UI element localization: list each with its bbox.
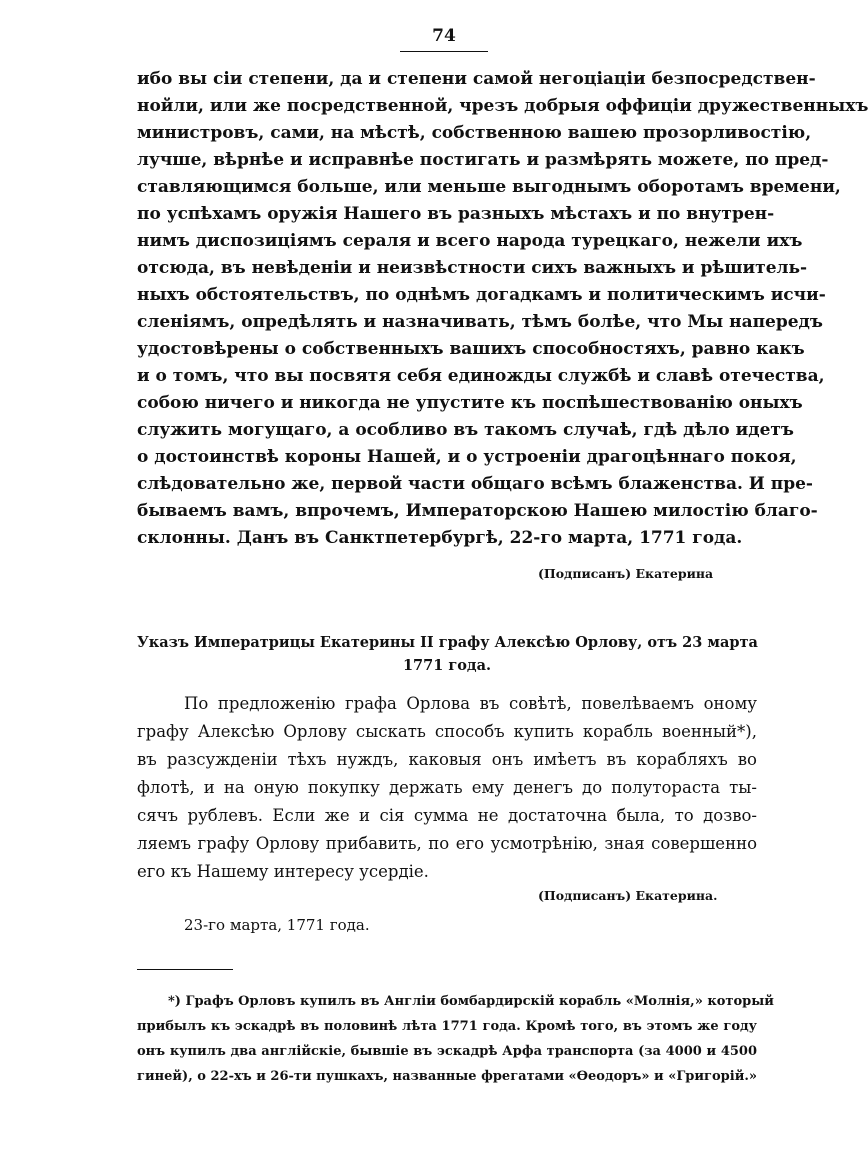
decree-line: сячъ рублевъ. Если же и сiя сумма не достаточна была, то дозво-	[137, 806, 757, 825]
letter-line: слѣдовательно же, первой части общаго всѣмъ блаженства. И пре-	[137, 474, 813, 494]
footnote-line: *) Графъ Орловъ купилъ въ Англiи бомбардирскiй корабль «Молнiя,» который	[168, 994, 774, 1009]
letter-line: ставляющимся больше, или меньше выгоднымъ оборотамъ времени,	[137, 177, 841, 197]
letter-line: и о томъ, что вы посвятя себя единожды службѣ и славѣ отечества,	[137, 366, 825, 386]
decree-line: его къ Нашему интересу усердiе.	[137, 862, 429, 881]
letter-line: удостовѣрены о собственныхъ вашихъ способностяхъ, равно какъ	[137, 339, 805, 359]
decree-heading: 1771 года.	[402, 657, 492, 674]
signature: (Подписанъ) Екатерина	[538, 566, 714, 581]
letter-line: министровъ, сами, на мѣстѣ, собственною вашею прозорливостiю,	[137, 123, 812, 143]
letter-line: лучше, вѣрнѣе и исправнѣе постигать и размѣрять можете, по пред-	[137, 150, 829, 170]
letter-line: нойли, или же посредственной, чрезъ добрыя оффицiи дружественныхъ	[137, 96, 868, 116]
signature: (Подписанъ) Екатерина.	[538, 888, 718, 903]
decree-line: По предложенiю графа Орлова въ совѣтѣ, повелѣваемъ оному	[184, 694, 757, 713]
page-number: 74	[400, 26, 488, 52]
letter-line: бываемъ вамъ, впрочемъ, Императорскою Нашею милостiю благо-	[137, 501, 818, 521]
letter-line: нимъ диспозицiямъ сераля и всего народа турецкаго, нежели ихъ	[137, 231, 803, 251]
letter-line: по успѣхамъ оружiя Нашего въ разныхъ мѣстахъ и по внутрен-	[137, 204, 775, 224]
footnote-line: гиней), о 22-хъ и 26-ти пушкахъ, названные фрегатами «Ѳеодоръ» и «Григорiй.»	[137, 1069, 757, 1084]
letter-line: служить могущаго, а особливо въ такомъ случаѣ, гдѣ дѣло идетъ	[137, 420, 794, 440]
letter-line: ныхъ обстоятельствъ, по однѣмъ догадкамъ и политическимъ исчи-	[137, 285, 826, 305]
letter-line: отсюда, въ невѣденiи и неизвѣстности сихъ важныхъ и рѣшитель-	[137, 258, 808, 278]
letter-line: собою ничего и никогда не упустите къ поспѣшествованiю оныхъ	[137, 393, 803, 413]
letter-line: склонны. Данъ въ Санктпетербургѣ, 22-го марта, 1771 года.	[137, 528, 743, 548]
footnote-line: прибылъ къ эскадрѣ въ половинѣ лѣта 1771 года. Кромѣ того, въ этомъ же году	[137, 1019, 757, 1034]
letter-line: о достоинствѣ короны Нашей, и о устроенiи драгоцѣннаго покоя,	[137, 447, 797, 467]
letter-line: сленiямъ, опредѣлять и назначивать, тѣмъ болѣе, что Мы напередъ	[137, 312, 823, 332]
letter-line: ибо вы сiи степени, да и степени самой негоцiацiи безпосредствен-	[137, 69, 816, 89]
decree-heading: Указъ Императрицы Екатерины II графу Алексѣю Орлову, отъ 23 марта	[137, 634, 758, 651]
date-line: 23-го марта, 1771 года.	[184, 916, 370, 934]
decree-line: графу Алексѣю Орлову сыскать способъ купить корабль военный*),	[137, 722, 757, 741]
decree-line: ляемъ графу Орлову прибавить, по его усмотрѣнiю, зная совершенно	[137, 834, 757, 853]
footnote-line: онъ купилъ два англiйскiе, бывшiе въ эскадрѣ Арфа транспорта (за 4000 и 4500	[137, 1044, 757, 1059]
decree-line: въ разсужденiи тѣхъ нуждъ, каковыя онъ имѣетъ въ корабляхъ во	[137, 750, 757, 769]
footnote-divider	[137, 969, 233, 970]
decree-line: флотѣ, и на оную покупку держать ему денегъ до полутораста ты-	[137, 778, 757, 797]
